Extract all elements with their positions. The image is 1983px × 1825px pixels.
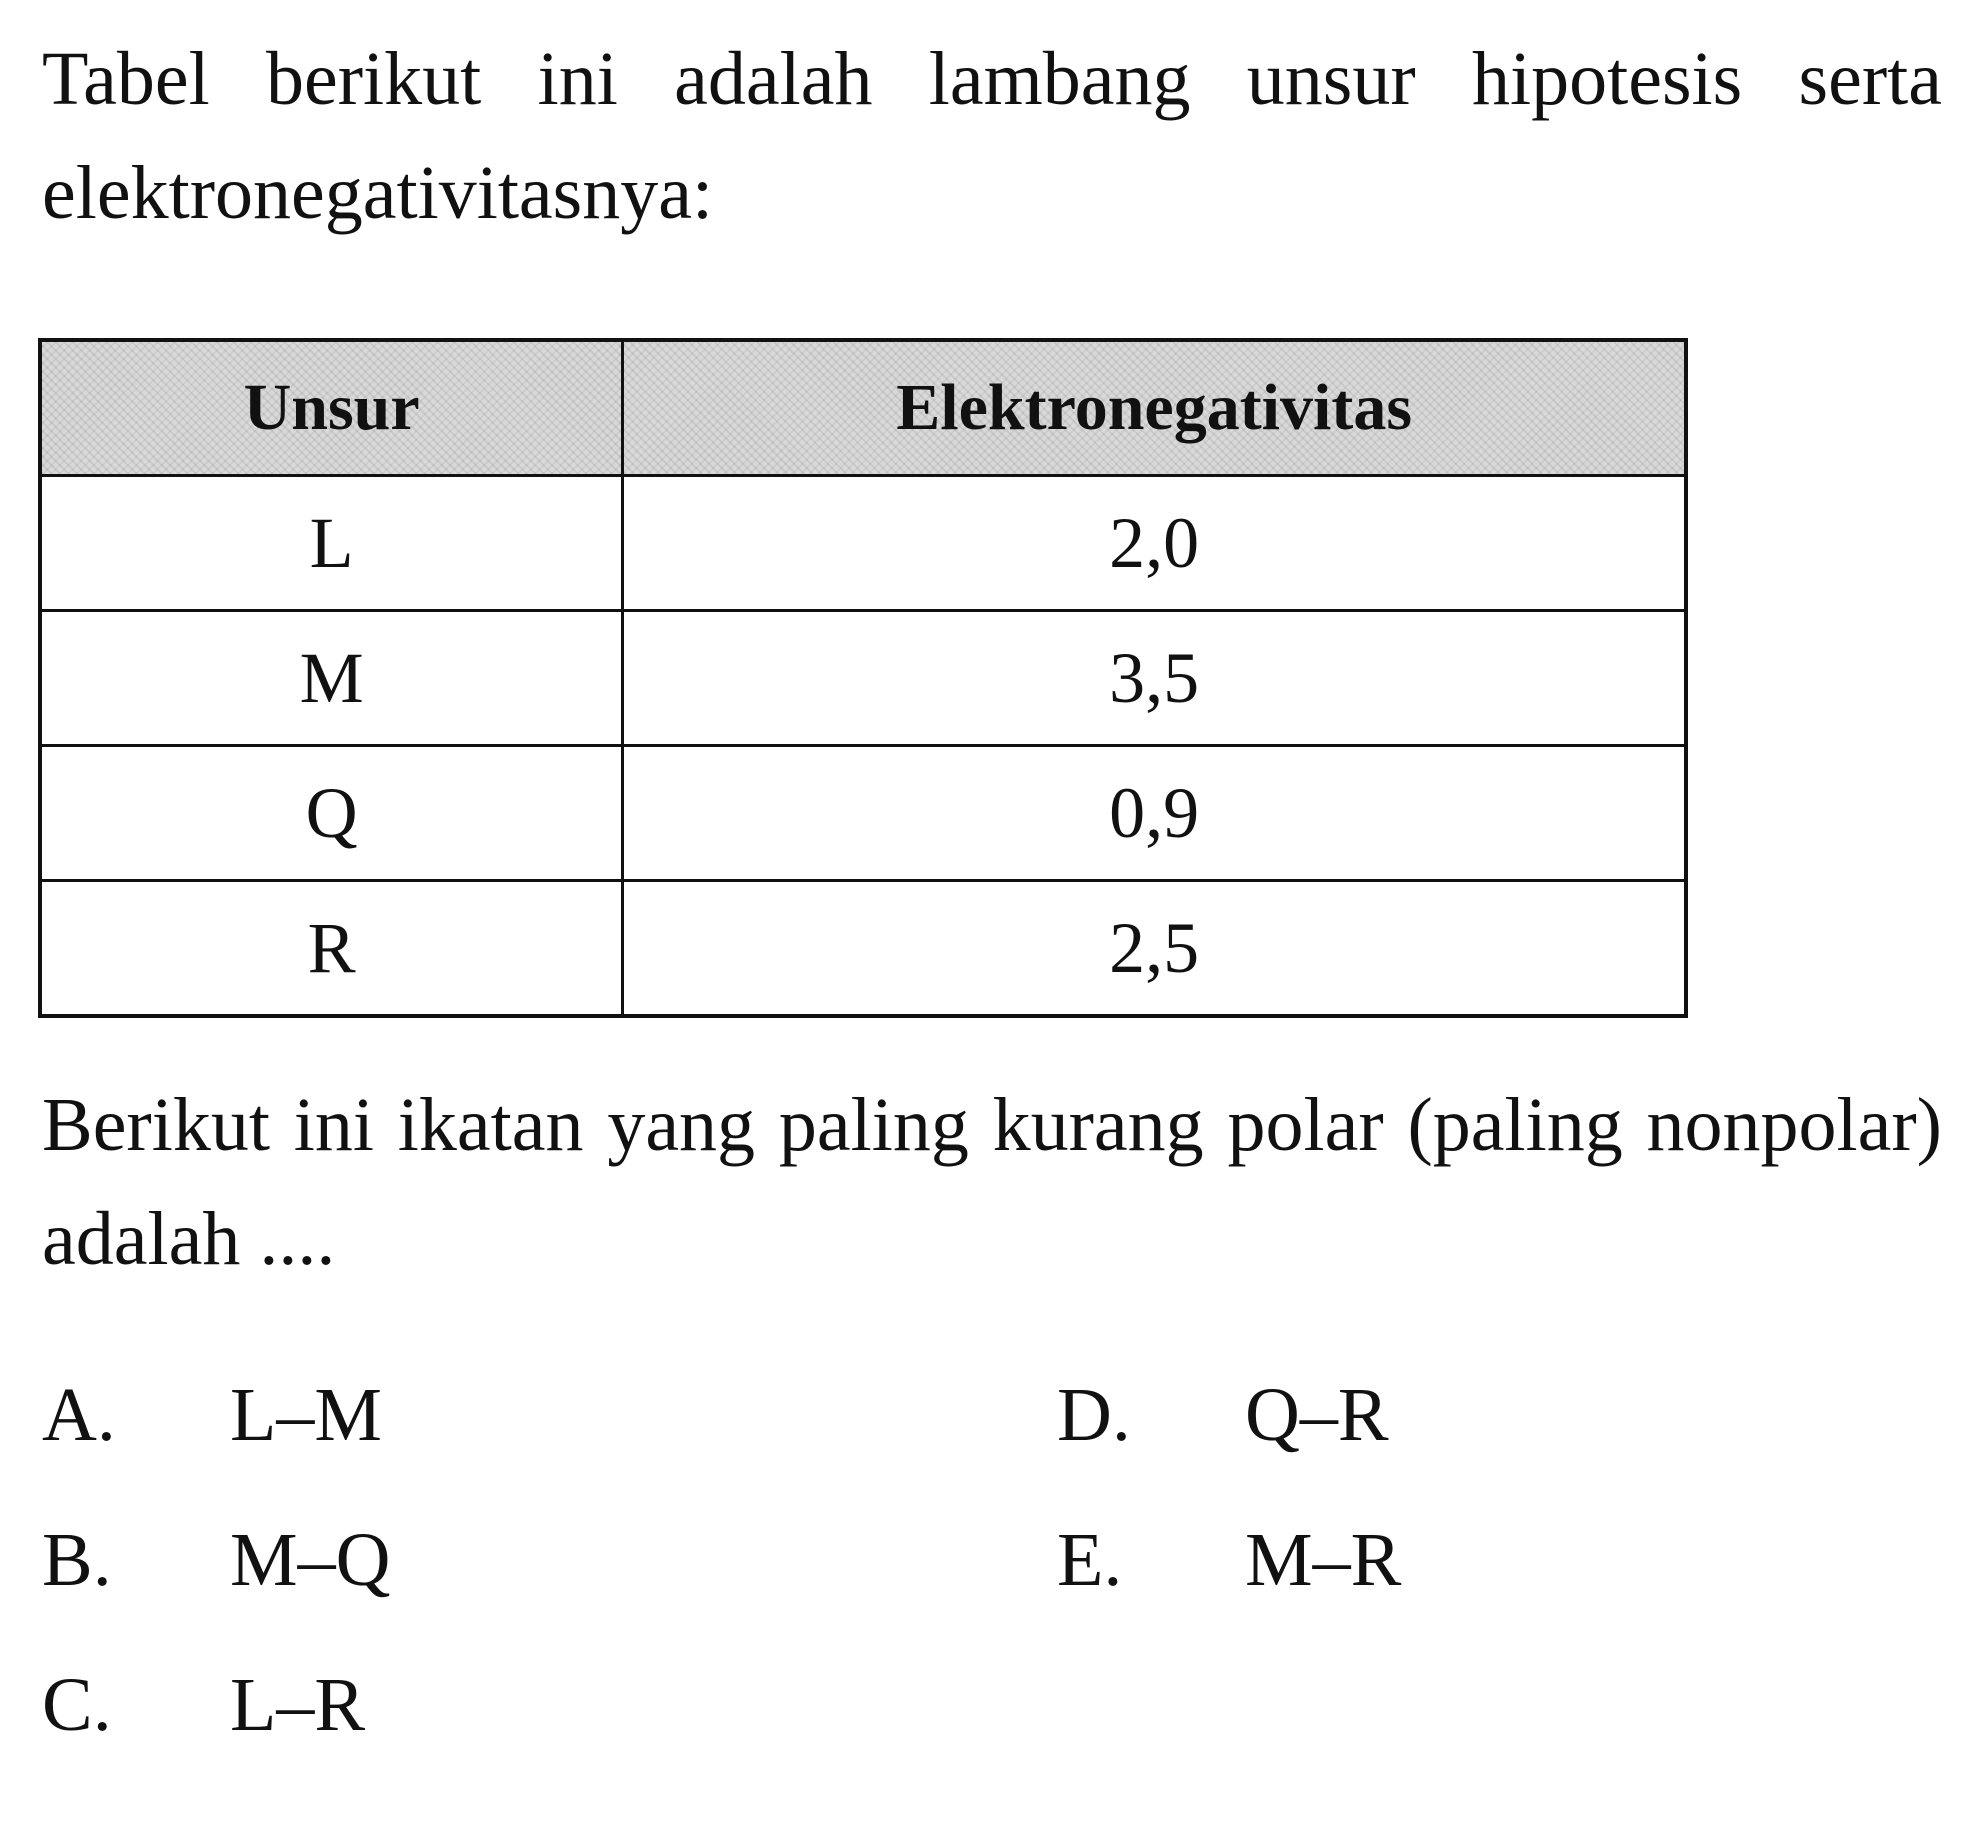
- cell-elektronegativitas: 0,9: [623, 746, 1686, 881]
- option-label: E.: [1057, 1518, 1123, 1602]
- option-c[interactable]: [42, 1655, 365, 1755]
- table-header-row: [40, 340, 1686, 476]
- cell-unsur: R: [40, 881, 623, 1017]
- cell-unsur: M: [40, 611, 623, 746]
- option-text: Q–R: [1245, 1373, 1389, 1457]
- table-row: [40, 476, 1686, 611]
- header-elektronegativitas: Elektronegativitas: [623, 340, 1686, 476]
- option-label: C.: [42, 1663, 112, 1747]
- option-text: L–M: [230, 1373, 382, 1457]
- cell-elektronegativitas: 2,5: [623, 881, 1686, 1017]
- option-text: M–Q: [230, 1518, 391, 1602]
- question-text: Berikut ini ikatan yang paling kurang polar (paling nonpolar) adalah ....: [42, 1083, 1942, 1281]
- option-b[interactable]: [42, 1510, 390, 1610]
- option-label: B.: [42, 1518, 112, 1602]
- cell-elektronegativitas: 2,0: [623, 476, 1686, 611]
- option-label: D.: [1057, 1373, 1131, 1457]
- option-text: L–R: [230, 1663, 366, 1747]
- electronegativity-table: [38, 338, 1688, 1018]
- table-row: [40, 881, 1686, 1017]
- cell-unsur: L: [40, 476, 623, 611]
- cell-unsur: Q: [40, 746, 623, 881]
- intro-text: Tabel berikut ini adalah lambang unsur hipotesis serta elektronegativitasnya:: [42, 37, 1942, 235]
- header-unsur: Unsur: [40, 340, 623, 476]
- table-row: [40, 746, 1686, 881]
- option-a[interactable]: [42, 1365, 382, 1465]
- table-row: [40, 611, 1686, 746]
- option-label: A.: [42, 1373, 116, 1457]
- answer-options: [42, 1365, 1942, 1805]
- option-text: M–R: [1245, 1518, 1402, 1602]
- option-d[interactable]: [1057, 1365, 1389, 1465]
- cell-elektronegativitas: 3,5: [623, 611, 1686, 746]
- option-e[interactable]: [1057, 1510, 1401, 1610]
